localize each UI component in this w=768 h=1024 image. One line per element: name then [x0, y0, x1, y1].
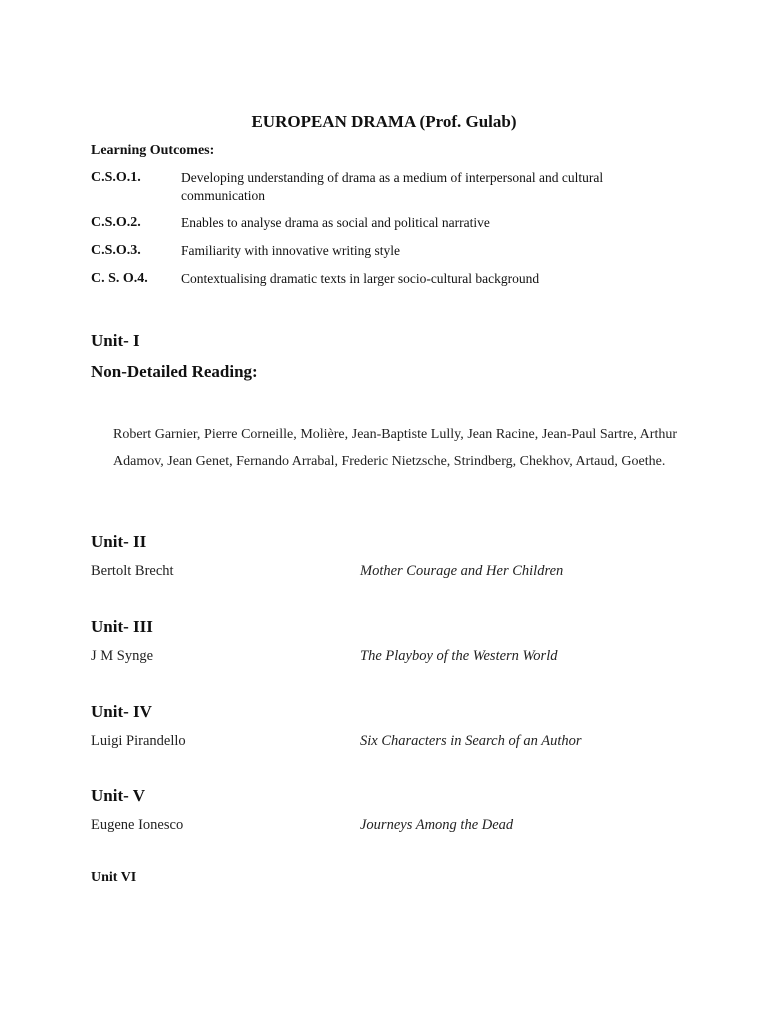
unit-3-heading: Unit- III — [91, 617, 153, 636]
unit-3-author: J M Synge — [91, 648, 154, 664]
unit-1-heading: Unit- I — [91, 331, 140, 350]
cso-code-2: C.S.O.2. — [91, 215, 141, 230]
unit-2-work: Mother Courage and Her Children — [360, 563, 564, 579]
unit-2-heading: Unit- II — [91, 532, 147, 551]
non-detailed-reading-list: Robert Garnier, Pierre Corneille, Molière, Jean-Baptiste Lully, Jean Racine, Jean-Paul Sartre, Arthur Adamov, Jean Genet, Fernando Arrabal, Frederic Nietzsche, Strindberg, Chekhov, Artaud, Goethe. — [113, 427, 677, 469]
cso-code-4: C. S. O.4. — [91, 271, 148, 286]
unit-4-author: Luigi Pirandello — [91, 733, 186, 749]
unit-2-author: Bertolt Brecht — [91, 563, 174, 579]
cso-text-2: Enables to analyse drama as social and political narrative — [181, 215, 490, 230]
cso-code-1: C.S.O.1. — [91, 170, 141, 185]
unit-5-heading: Unit- V — [91, 786, 145, 805]
unit-5-author: Eugene Ionesco — [91, 817, 184, 833]
cso-text-1: Developing understanding of drama as a medium of interpersonal and cultural communication — [181, 170, 604, 203]
unit-3-work: The Playboy of the Western World — [360, 648, 558, 664]
page-title: EUROPEAN DRAMA (Prof. Gulab) — [251, 112, 517, 131]
unit-4-work: Six Characters in Search of an Author — [360, 733, 582, 749]
cso-text-3: Familiarity with innovative writing style — [181, 243, 400, 258]
non-detailed-reading-heading: Non-Detailed Reading: — [91, 362, 258, 381]
cso-code-3: C.S.O.3. — [91, 243, 141, 258]
cso-text-4: Contextualising dramatic texts in larger socio-cultural background — [181, 271, 540, 286]
unit-4-heading: Unit- IV — [91, 702, 152, 721]
unit-6-heading: Unit VI — [91, 870, 137, 885]
learning-outcomes-heading: Learning Outcomes: — [91, 143, 215, 158]
unit-5-work: Journeys Among the Dead — [360, 817, 514, 833]
